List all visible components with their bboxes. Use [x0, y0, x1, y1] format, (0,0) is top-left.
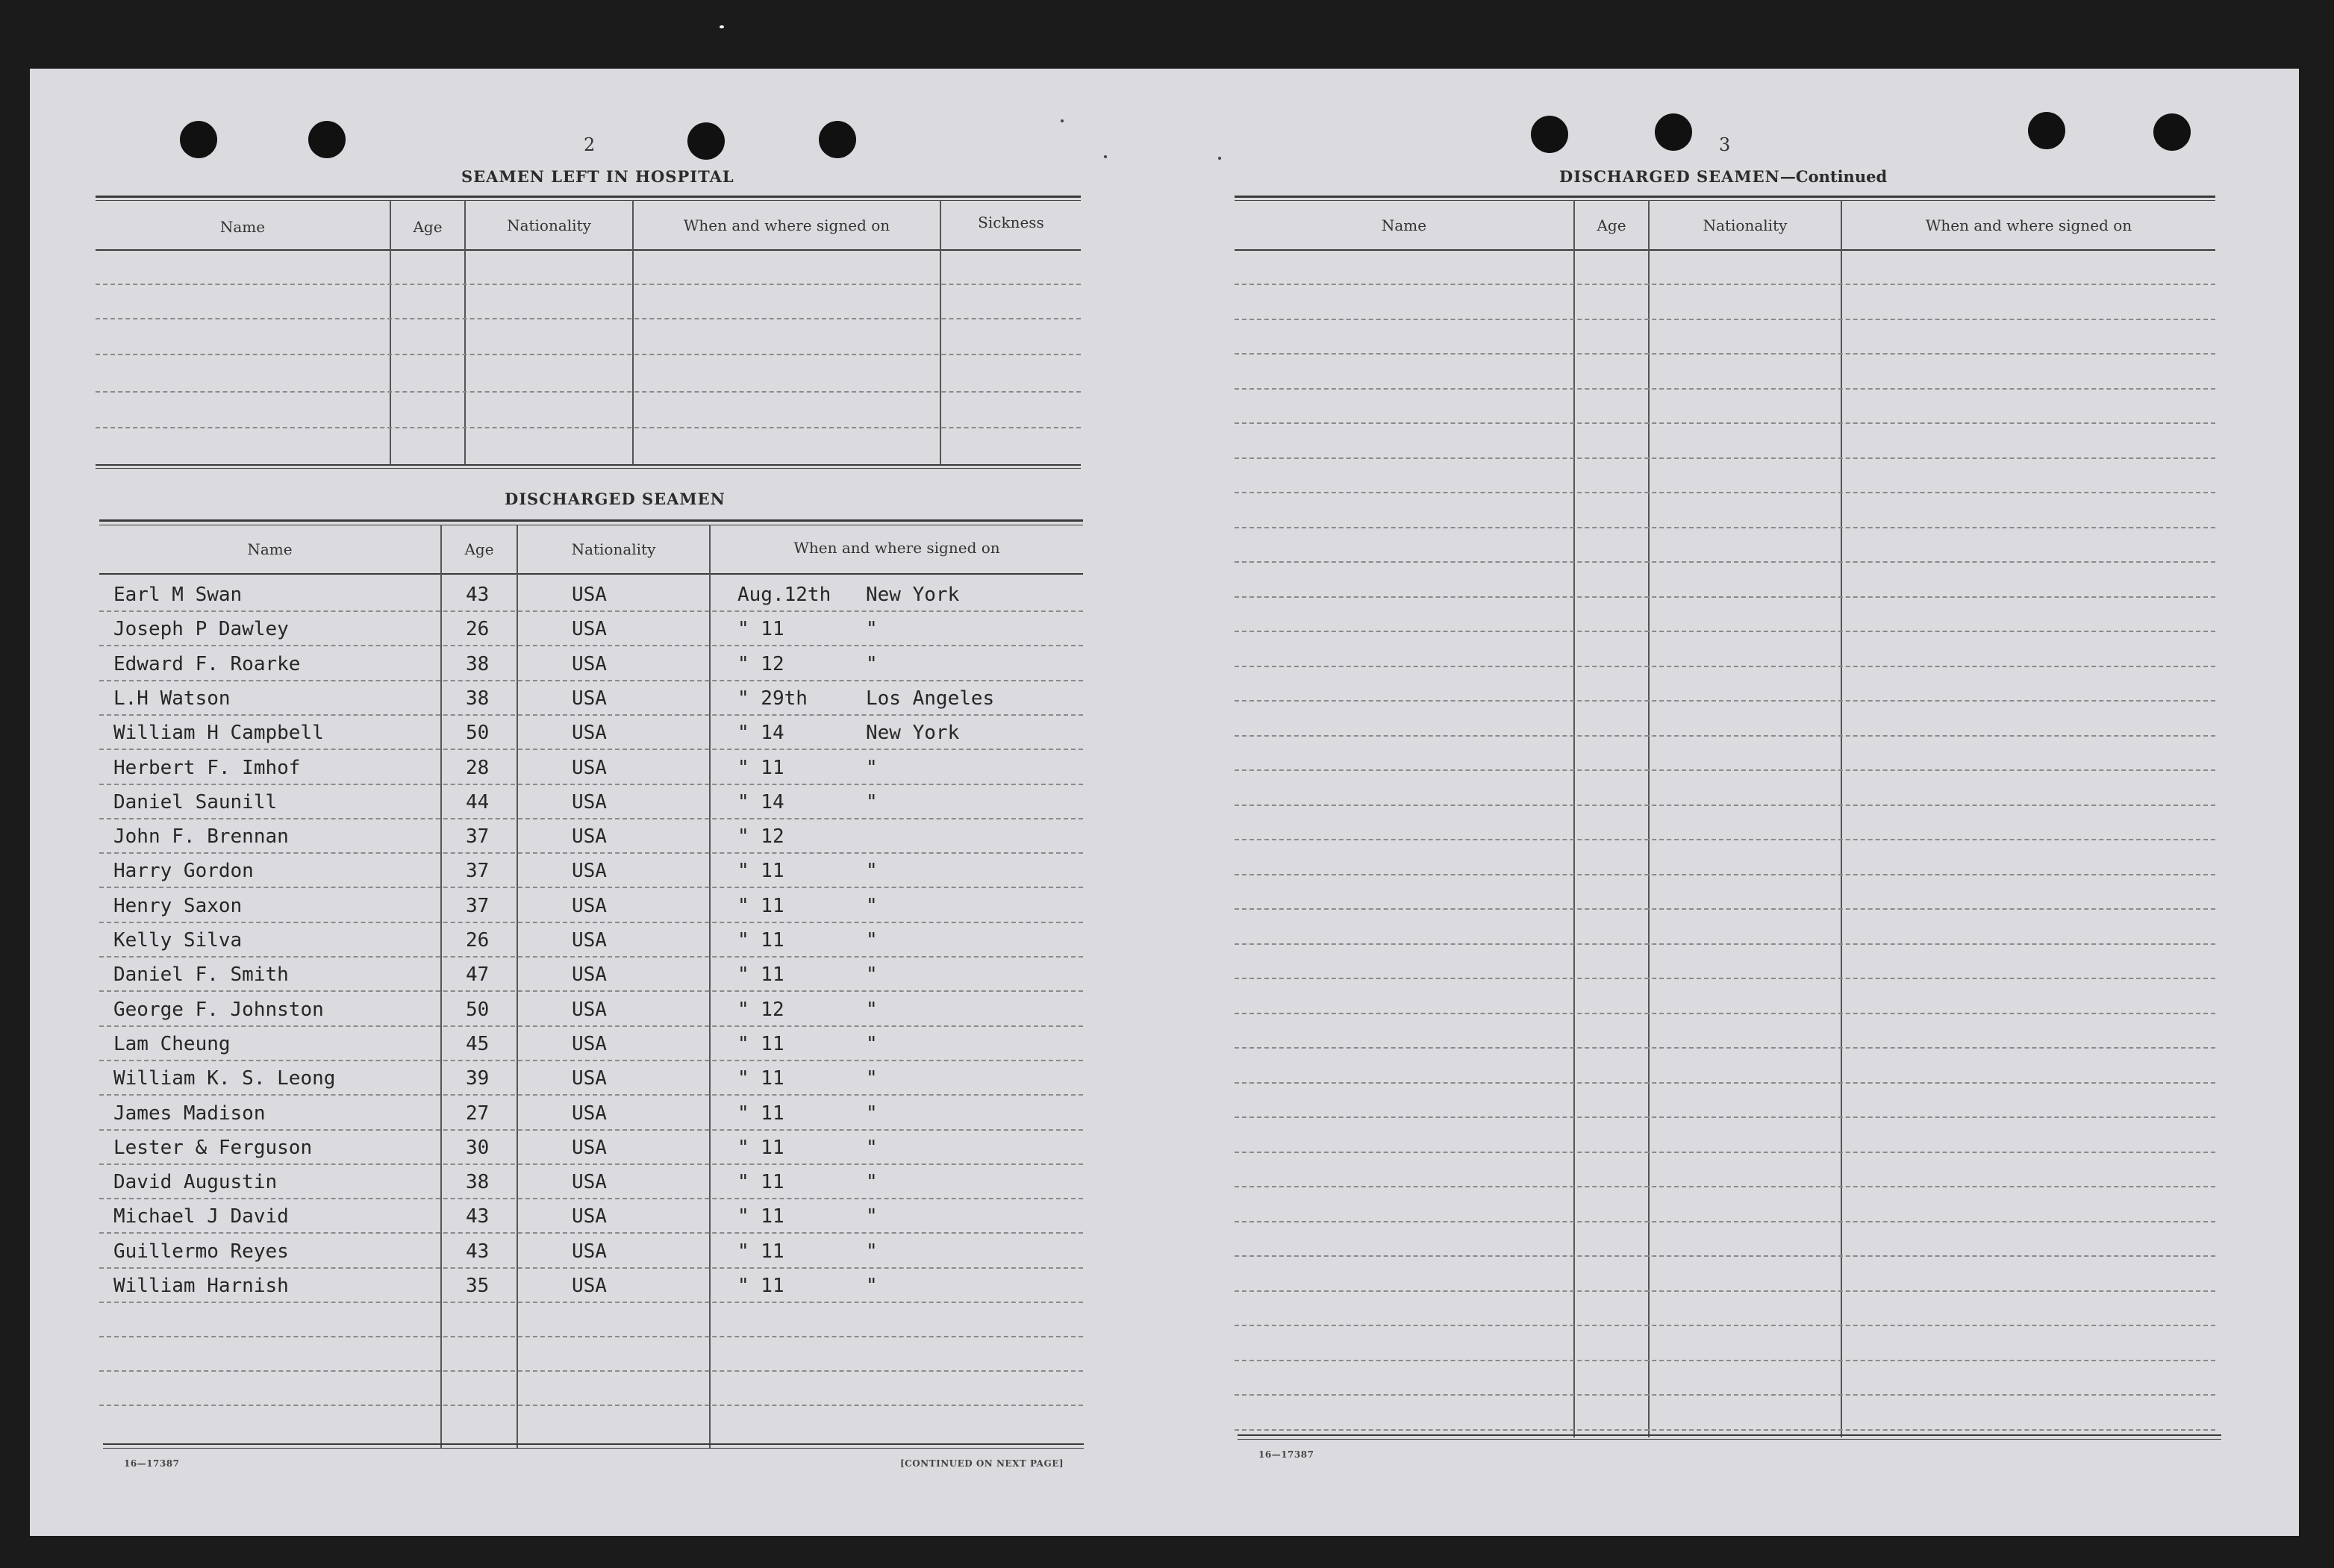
table-rule: [99, 519, 1083, 522]
ruled-line: [99, 818, 1083, 819]
seaman-age: 50: [466, 999, 490, 1021]
seaman-age: 39: [466, 1067, 490, 1090]
ruled-line: [99, 956, 1083, 958]
ruled-line: [99, 714, 1083, 716]
seaman-age: 30: [466, 1137, 490, 1159]
column-divider: [517, 525, 518, 1448]
seaman-nationality: USA: [572, 687, 607, 710]
ruled-line: [1235, 492, 2215, 493]
column-header-nationality: Nationality: [1703, 216, 1788, 234]
seaman-name: John F. Brennan: [113, 825, 289, 848]
signed-on-place: ": [866, 963, 878, 986]
signed-on-place: ": [866, 1275, 878, 1297]
seaman-nationality: USA: [572, 757, 607, 779]
continued-section-title: [1559, 167, 1887, 186]
seaman-name: William Harnish: [113, 1275, 289, 1297]
ruled-line: [99, 990, 1083, 992]
column-divider: [1573, 200, 1575, 1437]
seaman-name: Michael J David: [113, 1205, 289, 1228]
signed-on-place: ": [866, 653, 878, 675]
table-rule: [1238, 1439, 2221, 1440]
signed-on-place: ": [866, 1205, 878, 1228]
ruled-line: [1235, 666, 2215, 667]
signed-on-place: ": [866, 999, 878, 1021]
column-header-age: Age: [464, 540, 494, 558]
signed-on-place: ": [866, 1102, 878, 1125]
seaman-nationality: USA: [572, 618, 607, 640]
form-number: 16—17387: [1258, 1449, 1314, 1460]
ruled-line: [99, 1094, 1083, 1096]
dust-speck: [720, 25, 724, 28]
seaman-nationality: USA: [572, 1205, 607, 1228]
signed-on-date: " 11: [737, 1067, 784, 1090]
seaman-age: 28: [466, 757, 490, 779]
signed-on-date: " 11: [737, 1137, 784, 1159]
ruled-line: [1235, 1290, 2215, 1292]
seaman-name: George F. Johnston: [113, 999, 324, 1021]
table-rule: [103, 1443, 1084, 1445]
signed-on-date: " 12: [737, 999, 784, 1021]
ruled-line: [1235, 1360, 2215, 1361]
column-header-nationality: Nationality: [571, 540, 656, 558]
seaman-name: Daniel Saunill: [113, 791, 278, 813]
ruled-line: [1235, 700, 2215, 702]
ruled-line: [1235, 1186, 2215, 1187]
signed-on-date: " 11: [737, 1275, 784, 1297]
ruled-line: [96, 427, 1081, 428]
ruled-line: [1235, 839, 2215, 840]
table-rule: [103, 1448, 1084, 1449]
page-number: 3: [1719, 134, 1731, 155]
table-rule: [96, 464, 1081, 466]
seaman-name: Lester & Ferguson: [113, 1137, 313, 1159]
table-rule: [96, 468, 1081, 469]
seaman-age: 44: [466, 791, 490, 813]
column-divider: [390, 200, 391, 466]
seaman-age: 38: [466, 687, 490, 710]
seaman-nationality: USA: [572, 1067, 607, 1090]
ruled-line: [1235, 388, 2215, 390]
ruled-line: [1235, 943, 2215, 945]
continued-note: [CONTINUED ON NEXT PAGE]: [900, 1458, 1064, 1469]
ruled-line: [99, 1129, 1083, 1131]
column-header-sickness: Sickness: [978, 213, 1044, 231]
ruled-line: [99, 1370, 1083, 1372]
signed-on-date: " 11: [737, 1171, 784, 1193]
ruled-line: [96, 354, 1081, 355]
signed-on-place: New York: [866, 584, 960, 606]
seaman-nationality: USA: [572, 1137, 607, 1159]
ruled-line: [99, 1060, 1083, 1061]
ruled-line: [1235, 1047, 2215, 1049]
seaman-nationality: USA: [572, 584, 607, 606]
column-header-signed-on: When and where signed on: [793, 539, 1000, 557]
column-divider: [709, 525, 711, 1448]
dust-speck: [1218, 157, 1221, 160]
ruled-line: [1235, 561, 2215, 563]
table-rule: [1235, 249, 2215, 251]
seaman-name: William H Campbell: [113, 722, 324, 744]
signed-on-place: ": [866, 757, 878, 779]
signed-on-date: Aug.12th: [737, 584, 831, 606]
ruled-line: [99, 645, 1083, 646]
ruled-line: [1235, 1116, 2215, 1118]
ruled-line: [99, 1232, 1083, 1234]
seaman-nationality: USA: [572, 1033, 607, 1055]
dust-speck: [1104, 155, 1107, 158]
seaman-name: Daniel F. Smith: [113, 963, 289, 986]
seaman-name: James Madison: [113, 1102, 266, 1125]
signed-on-place: New York: [866, 722, 960, 744]
punch-hole: [1655, 113, 1692, 151]
ruled-line: [96, 318, 1081, 319]
seaman-age: 50: [466, 722, 490, 744]
signed-on-place: ": [866, 895, 878, 917]
punch-hole: [2028, 112, 2065, 149]
seaman-nationality: USA: [572, 1102, 607, 1125]
signed-on-date: " 29th: [737, 687, 808, 710]
table-rule: [96, 249, 1081, 251]
table-rule: [1238, 1434, 2221, 1436]
ruled-line: [1235, 1221, 2215, 1222]
table-rule: [99, 573, 1083, 575]
seaman-nationality: USA: [572, 860, 607, 882]
signed-on-place: ": [866, 929, 878, 952]
punch-hole: [819, 121, 856, 158]
signed-on-date: " 12: [737, 653, 784, 675]
seaman-nationality: USA: [572, 653, 607, 675]
seaman-age: 45: [466, 1033, 490, 1055]
signed-on-date: " 11: [737, 929, 784, 952]
seaman-age: 38: [466, 653, 490, 675]
signed-on-date: " 11: [737, 1033, 784, 1055]
ruled-line: [1235, 908, 2215, 910]
page-number: 2: [584, 134, 596, 155]
signed-on-place: ": [866, 860, 878, 882]
section-title-suffix: —Continued: [1779, 167, 1888, 186]
seaman-name: Earl M Swan: [113, 584, 243, 606]
ruled-line: [1235, 1255, 2215, 1257]
ruled-line: [1235, 769, 2215, 771]
seaman-nationality: USA: [572, 1275, 607, 1297]
column-header-age: Age: [1597, 216, 1626, 234]
signed-on-date: " 11: [737, 618, 784, 640]
column-header-name: Name: [1381, 216, 1427, 234]
ruled-line: [99, 1336, 1083, 1337]
form-number: 16—17387: [124, 1458, 180, 1469]
seaman-nationality: USA: [572, 825, 607, 848]
signed-on-date: " 11: [737, 1240, 784, 1263]
seaman-nationality: USA: [572, 999, 607, 1021]
ruled-line: [1235, 805, 2215, 806]
table-rule: [96, 200, 1081, 201]
ruled-line: [1235, 1082, 2215, 1084]
signed-on-place: ": [866, 1033, 878, 1055]
seaman-name: Edward F. Roarke: [113, 653, 301, 675]
column-header-age: Age: [413, 218, 443, 236]
ruled-line: [1235, 596, 2215, 598]
ruled-line: [99, 852, 1083, 854]
ruled-line: [99, 1302, 1083, 1303]
seaman-nationality: USA: [572, 722, 607, 744]
ruled-line: [1235, 1013, 2215, 1014]
punch-hole: [687, 122, 725, 160]
ruled-line: [1235, 284, 2215, 285]
ruled-line: [99, 1198, 1083, 1199]
signed-on-date: " 11: [737, 963, 784, 986]
seaman-name: David Augustin: [113, 1171, 278, 1193]
seaman-age: 43: [466, 584, 490, 606]
signed-on-place: ": [866, 618, 878, 640]
punch-hole: [180, 121, 217, 158]
ruled-line: [1235, 1325, 2215, 1326]
seaman-age: 27: [466, 1102, 490, 1125]
section-title-text: DISCHARGED SEAMEN: [1559, 167, 1780, 186]
table-rule: [96, 196, 1081, 198]
dust-speck: [1061, 119, 1064, 122]
table-rule: [1235, 196, 2215, 198]
signed-on-place: ": [866, 1067, 878, 1090]
seaman-age: 43: [466, 1205, 490, 1228]
seaman-name: Lam Cheung: [113, 1033, 231, 1055]
seaman-age: 38: [466, 1171, 490, 1193]
ruled-line: [99, 1405, 1083, 1406]
ruled-line: [99, 1025, 1083, 1027]
table-rule: [1235, 200, 2215, 201]
ruled-line: [1235, 527, 2215, 528]
column-divider: [632, 200, 634, 466]
ruled-line: [1235, 631, 2215, 632]
seaman-age: 37: [466, 895, 490, 917]
ruled-line: [1235, 457, 2215, 459]
seaman-nationality: USA: [572, 895, 607, 917]
seaman-age: 26: [466, 929, 490, 952]
punch-hole: [308, 121, 346, 158]
seaman-name: Kelly Silva: [113, 929, 243, 952]
column-header-signed-on: When and where signed on: [1925, 216, 2132, 234]
ruled-line: [99, 749, 1083, 750]
seaman-age: 37: [466, 825, 490, 848]
seaman-name: L.H Watson: [113, 687, 231, 710]
seaman-age: 35: [466, 1275, 490, 1297]
seaman-nationality: USA: [572, 1240, 607, 1263]
column-header-name: Name: [219, 218, 266, 236]
column-header-name: Name: [247, 540, 293, 558]
ruled-line: [1235, 1394, 2215, 1396]
column-divider: [940, 200, 941, 466]
signed-on-date: " 11: [737, 895, 784, 917]
punch-hole: [1531, 116, 1568, 153]
column-divider: [440, 525, 442, 1448]
ruled-line: [99, 887, 1083, 888]
signed-on-date: " 11: [737, 757, 784, 779]
signed-on-place: ": [866, 1171, 878, 1193]
seaman-age: 43: [466, 1240, 490, 1263]
seaman-name: William K. S. Leong: [113, 1067, 336, 1090]
ruled-line: [99, 680, 1083, 681]
ruled-line: [96, 391, 1081, 393]
seaman-age: 37: [466, 860, 490, 882]
ruled-line: [1235, 422, 2215, 424]
ruled-line: [1235, 319, 2215, 320]
seaman-name: Guillermo Reyes: [113, 1240, 289, 1263]
seaman-nationality: USA: [572, 929, 607, 952]
ruled-line: [1235, 978, 2215, 979]
ruled-line: [99, 784, 1083, 785]
ruled-line: [99, 922, 1083, 923]
ruled-line: [1235, 735, 2215, 737]
signed-on-date: " 11: [737, 860, 784, 882]
punch-hole: [2153, 113, 2191, 151]
discharged-section-title: DISCHARGED SEAMEN: [505, 490, 726, 508]
ruled-line: [99, 1163, 1083, 1165]
column-divider: [1648, 200, 1650, 1437]
ruled-line: [1235, 1152, 2215, 1153]
hospital-section-title: SEAMEN LEFT IN HOSPITAL: [461, 167, 734, 186]
seaman-nationality: USA: [572, 963, 607, 986]
seaman-nationality: USA: [572, 791, 607, 813]
seaman-name: Joseph P Dawley: [113, 618, 289, 640]
ruled-line: [1235, 353, 2215, 354]
seaman-name: Harry Gordon: [113, 860, 254, 882]
column-header-signed-on: When and where signed on: [683, 216, 890, 234]
signed-on-date: " 14: [737, 722, 784, 744]
ruled-line: [1235, 874, 2215, 875]
seaman-name: Henry Saxon: [113, 895, 243, 917]
signed-on-place: ": [866, 1240, 878, 1263]
ruled-line: [99, 1267, 1083, 1269]
seaman-age: 47: [466, 963, 490, 986]
signed-on-date: " 12: [737, 825, 784, 848]
signed-on-place: Los Angeles: [866, 687, 995, 710]
signed-on-date: " 14: [737, 791, 784, 813]
column-divider: [464, 200, 466, 466]
signed-on-date: " 11: [737, 1102, 784, 1125]
ruled-line: [96, 284, 1081, 285]
signed-on-place: ": [866, 1137, 878, 1159]
signed-on-place: ": [866, 791, 878, 813]
seaman-age: 26: [466, 618, 490, 640]
seaman-name: Herbert F. Imhof: [113, 757, 301, 779]
ruled-line: [1235, 1429, 2215, 1431]
signed-on-date: " 11: [737, 1205, 784, 1228]
ruled-line: [99, 610, 1083, 612]
document-sheet: [30, 69, 2299, 1536]
seaman-nationality: USA: [572, 1171, 607, 1193]
column-divider: [1841, 200, 1842, 1437]
column-header-nationality: Nationality: [507, 216, 591, 234]
